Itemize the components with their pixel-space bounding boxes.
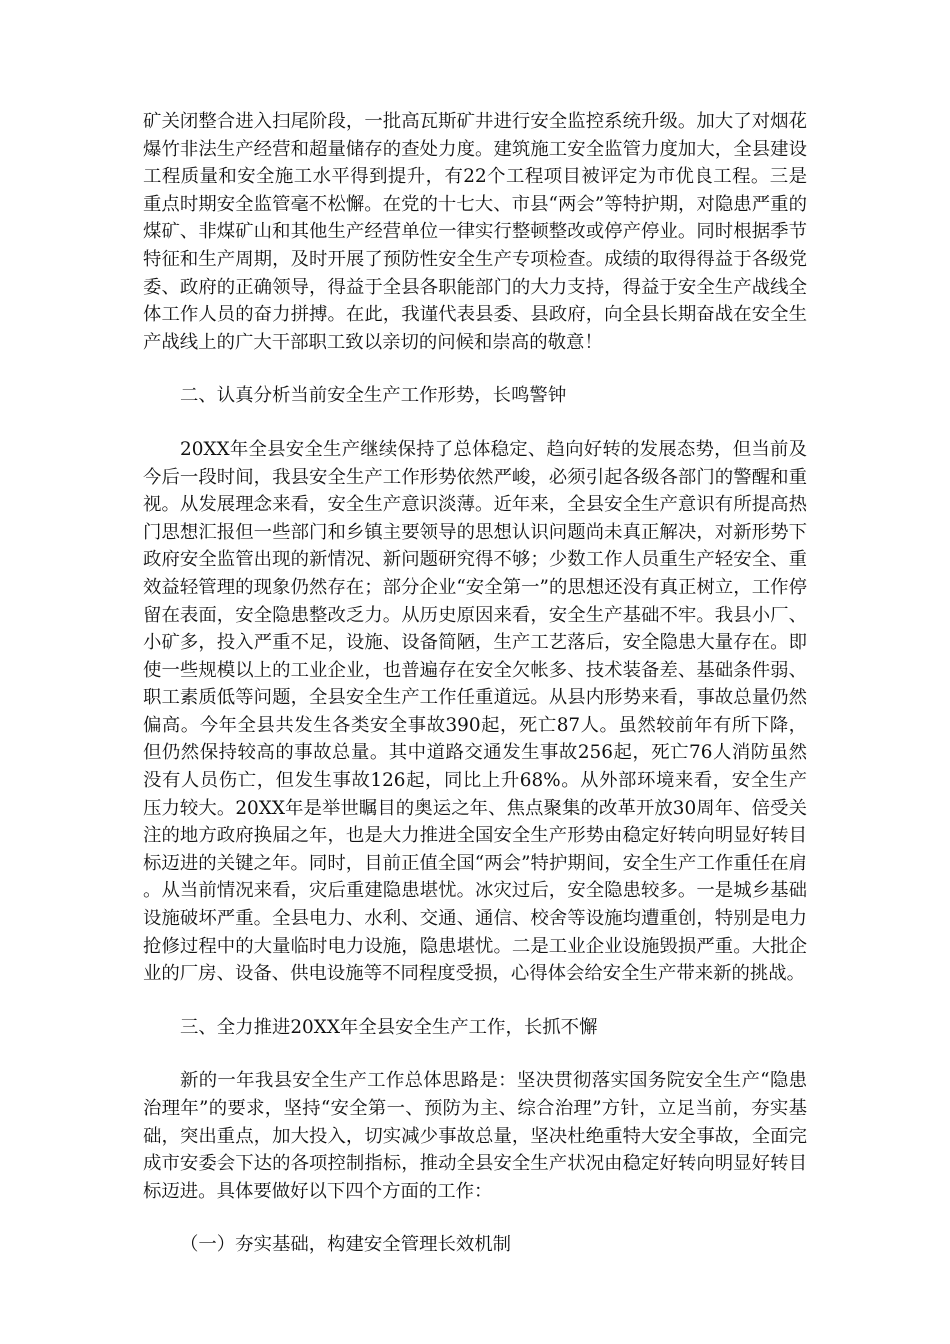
section-heading-three: 三、全力推进20XX年全县安全生产工作，长抓不懈	[180, 1016, 598, 1038]
paragraph-current-situation: 20XX年全县安全生产继续保持了总体稳定、趋向好转的发展态势，但当前及今后一段时间，我县安全生产工作形势依然严峻，必须引起各级各部门的警醒和重视。从发展理念来看，安全生产意识淡薄。近年来，全县安全生产意识有所提高热门思想汇报但一些部门和乡镇主要领导的思想认识问题尚未真正解决，对新形势下政府安全监管出现的新情况、新问题研究得不够；少数工作人员重生产轻安全、重效益轻管理的现象仍然存在；部分企业“安全第一”的思想还没有真正树立，工作停留在表面，安全隐患整改乏力。从历史原因来看，安全生产基础不牢。我县小厂、小矿多，投入严重不足，设施、设备简陋，生产工艺落后，安全隐患大量存在。即使一些规模以上的工业企业，也普遍存在安全欠帐多、技术装备差、基础条件弱、职工素质低等问题，全县安全生产工作任重道远。从县内形势来看，事故总量仍然偏高。今年全县共发生各类安全事故390起，死亡87人。虽然较前年有所下降，但仍然保持较高的事故总量。其中道路交通发生事故256起，死亡76人消防虽然没有人员伤亡，但发生事故126起，同比上升68%。从外部环境来看，安全生产压力较大。20XX年是举世瞩目的奥运之年、焦点聚集的改革开放30周年、倍受关注的地方政府换届之年，也是大力推进全国安全生产形势由稳定好转向明显好转目标迈进的关键之年。同时，目前正值全国“两会”特护期间，安全生产工作重任在肩。从当前情况来看，灾后重建隐患堪忧。冰灾过后，安全隐患较多。一是城乡基础设施破坏严重。全县电力、水利、交通、通信、校舍等设施均遭重创，特别是电力抢修过程中的大量临时电力设施，隐患堪忧。二是工业企业设施毁损严重。大批企业的厂房、设备、供电设施等不同程度受损，心得体会给安全生产带来新的挑战。	[143, 438, 807, 985]
document-body	[143, 108, 807, 1259]
paragraph-safety-achievements: 矿关闭整合进入扫尾阶段，一批高瓦斯矿井进行安全监控系统升级。加大了对烟花爆竹非法生产经营和超量储存的查处力度。建筑施工安全监管力度加大，全县建设工程质量和安全施工水平得到提升，有22个工程项目被评定为市优良工程。三是重点时期安全监管毫不松懈。在党的十七大、市县“两会”等特护期，对隐患严重的煤矿、非煤矿山和其他生产经营单位一律实行整顿整改或停产停业。同时根据季节特征和生产周期，及时开展了预防性安全生产专项检查。成绩的取得得益于各级党委、政府的正确领导，得益于全县各职能部门的大力支持，得益于安全生产战线全体工作人员的奋力拼搏。在此，我谨代表县委、县政府，向全县长期奋战在安全生产战线上的广大干部职工致以亲切的问候和崇高的敬意！	[143, 111, 807, 353]
section-heading-two: 二、认真分析当前安全生产工作形势，长鸣警钟	[180, 385, 567, 407]
subsection-heading-one: （一）夯实基础，构建安全管理长效机制	[180, 1234, 512, 1256]
paragraph-overall-approach: 新的一年我县安全生产工作总体思路是：坚决贯彻落实国务院安全生产“隐患治理年”的要求，坚持“安全第一、预防为主、综合治理”方针，立足当前，夯实基础，突出重点，加大投入，切实减少事故总量，坚决杜绝重特大安全事故，全面完成市安委会下达的各项控制指标，推动全县安全生产状况由稳定好转向明显好转目标迈进。具体要做好以下四个方面的工作：	[143, 1070, 807, 1202]
